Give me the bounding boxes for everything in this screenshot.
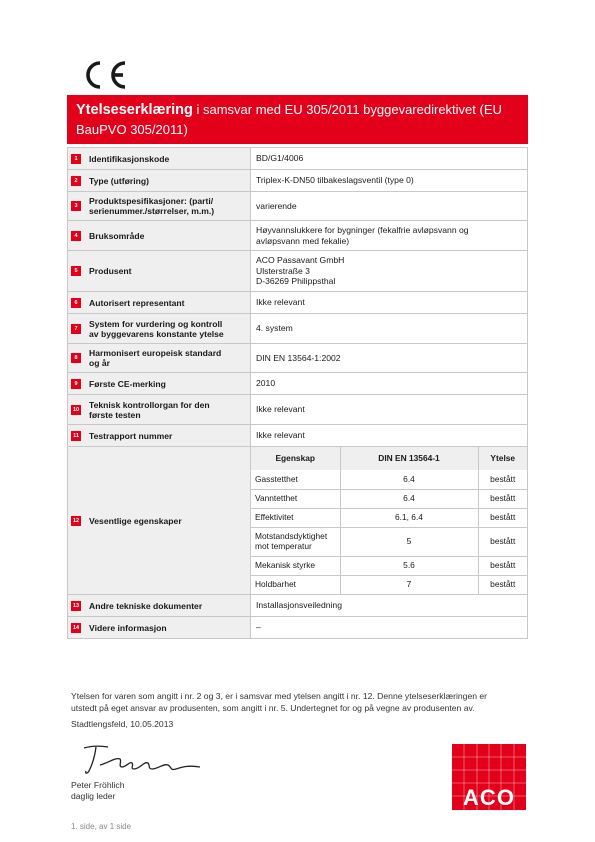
property-din-clause: 7 bbox=[340, 575, 478, 594]
row-label bbox=[68, 425, 251, 447]
row-label-text: Vesentlige egenskaper bbox=[89, 515, 182, 526]
row-value bbox=[251, 192, 528, 221]
row-value bbox=[251, 373, 528, 395]
row-label-text bbox=[89, 431, 172, 441]
aco-logo-text: ACO bbox=[463, 785, 515, 810]
row-label-text bbox=[89, 176, 149, 186]
signer-title: daglig leder bbox=[71, 791, 116, 801]
table-row bbox=[68, 314, 528, 344]
statement-line-1: Ytelsen for varen som angitt i nr. 2 og 3, er i samsvar med ytelsen angitt i nr. 12. Denne ytelseserklæringen er bbox=[71, 691, 488, 701]
row-label-text bbox=[89, 601, 202, 611]
row-label bbox=[68, 314, 251, 344]
property-name-line: mot temperatur bbox=[255, 540, 312, 551]
row-label-line: Videre informasjon bbox=[89, 622, 167, 633]
row-label-text bbox=[89, 266, 132, 276]
property-name-line: Motstandsdyktighet bbox=[255, 531, 328, 541]
row-value bbox=[251, 170, 528, 192]
row-value-line: 2010 bbox=[256, 378, 276, 389]
declaration-table bbox=[67, 147, 528, 639]
property-din-clause: 6.4 bbox=[340, 489, 478, 508]
property-row bbox=[251, 470, 527, 489]
property-name-line: Effektivitet bbox=[255, 511, 294, 522]
header-ytelse: Ytelse bbox=[478, 447, 527, 470]
table-row bbox=[68, 251, 528, 292]
row-number-badge: 3 bbox=[71, 201, 81, 211]
row-label bbox=[68, 221, 251, 251]
row-label bbox=[68, 344, 251, 373]
row-value-line: Høyvannslukkere for bygninger (fekalfrie avløpsvann og bbox=[256, 225, 469, 235]
row-label-line: System for vurdering og kontroll bbox=[89, 318, 223, 329]
row-number-badge: 8 bbox=[71, 353, 81, 363]
table-row bbox=[68, 425, 528, 447]
table-row bbox=[68, 617, 528, 639]
table-row bbox=[68, 395, 528, 425]
row-value bbox=[251, 425, 528, 447]
table-row bbox=[68, 148, 528, 170]
properties-cell bbox=[251, 447, 528, 595]
property-name-line: Vanntetthet bbox=[255, 492, 298, 503]
title-banner bbox=[67, 95, 528, 144]
property-name bbox=[251, 508, 340, 527]
property-performance: bestått bbox=[478, 556, 527, 575]
property-performance: bestått bbox=[478, 508, 527, 527]
row-label-line: Produktspesifikasjoner: (parti/ bbox=[89, 196, 214, 206]
row-number-badge: 5 bbox=[71, 266, 81, 276]
row-label bbox=[68, 395, 251, 425]
table-row bbox=[68, 221, 528, 251]
row-label-line: Harmonisert europeisk standard bbox=[89, 348, 222, 358]
row-value-line: ACO Passavant GmbH bbox=[256, 255, 345, 266]
row-number-badge: 7 bbox=[71, 324, 81, 334]
property-name-line: Holdbarhet bbox=[255, 579, 296, 589]
row-label-line: første testen bbox=[89, 409, 141, 420]
row-value-line: D-36269 Philippsthal bbox=[256, 276, 336, 287]
row-label bbox=[68, 192, 251, 221]
page-number: 1. side, av 1 side bbox=[71, 822, 132, 831]
table-row bbox=[68, 344, 528, 373]
row-label-line: av byggevarens konstante ytelse bbox=[89, 328, 224, 339]
row-label-line: Testrapport nummer bbox=[89, 430, 173, 441]
document-title-line2: BauPVO 305/2011) bbox=[76, 122, 188, 137]
table-row bbox=[68, 292, 528, 314]
row-value-line: Ikke relevant bbox=[256, 404, 305, 415]
signature bbox=[78, 743, 208, 782]
row-number-badge: 12 bbox=[72, 517, 80, 524]
row-label-text bbox=[89, 154, 169, 164]
row-value bbox=[251, 395, 528, 425]
properties-header-row bbox=[251, 447, 527, 470]
row-value bbox=[251, 314, 528, 344]
property-din-clause: 6.4 bbox=[340, 470, 478, 489]
row-value bbox=[251, 595, 528, 617]
row-label-text bbox=[89, 298, 185, 308]
table-row bbox=[68, 170, 528, 192]
row-value-line: Triplex-K-DN50 tilbakeslagsventil (type 0) bbox=[256, 175, 414, 186]
row-value-line: 4. system bbox=[256, 323, 293, 334]
row-label-line: Andre tekniske dokumenter bbox=[89, 600, 203, 611]
row-value bbox=[251, 292, 528, 314]
title-bold: Ytelseserklæring bbox=[76, 102, 193, 118]
property-performance: bestått bbox=[478, 489, 527, 508]
place-date: Stadtlengsfeld, 10.05.2013 bbox=[71, 719, 174, 729]
row-value-line: – bbox=[256, 622, 261, 633]
row-value-line: DIN EN 13564-1:2002 bbox=[256, 352, 341, 363]
property-din-clause: 6.1, 6.4 bbox=[340, 508, 478, 527]
row-label-line: serienummer./størrelser, m.m.) bbox=[89, 206, 215, 216]
header-din: DIN EN 13564-1 bbox=[340, 447, 478, 470]
row-number-badge: 1 bbox=[71, 154, 81, 164]
aco-logo bbox=[452, 744, 526, 810]
property-name bbox=[251, 575, 340, 594]
row-label bbox=[68, 170, 251, 192]
row-label-text bbox=[89, 319, 224, 339]
table-row bbox=[68, 192, 528, 221]
row-value-line: Installasjonsveiledning bbox=[256, 600, 342, 611]
row-value-line: Ikke relevant bbox=[256, 430, 305, 441]
property-name-line: Mekanisk styrke bbox=[255, 559, 316, 570]
header-egenskap: Egenskap bbox=[251, 447, 340, 470]
property-row bbox=[251, 556, 527, 575]
row-label-text bbox=[89, 623, 167, 633]
row-number-badge: 4 bbox=[71, 231, 81, 241]
property-row bbox=[251, 527, 527, 556]
row-number-badge: 14 bbox=[72, 624, 80, 631]
ce-mark bbox=[83, 59, 131, 96]
signer-name: Peter Fröhlich bbox=[71, 780, 125, 790]
row-value bbox=[251, 251, 528, 292]
row-value bbox=[251, 617, 528, 639]
properties-table bbox=[251, 447, 527, 594]
property-performance: bestått bbox=[478, 470, 527, 489]
row-label-line: Identifikasjonskode bbox=[89, 153, 170, 164]
row-label bbox=[68, 251, 251, 292]
row-number-badge: 2 bbox=[71, 176, 81, 186]
row-value-line: varierende bbox=[256, 200, 297, 211]
row-label-line: Teknisk kontrollorgan for den bbox=[89, 399, 210, 410]
row-label-text bbox=[89, 231, 144, 241]
row-label-text bbox=[89, 379, 166, 389]
property-row bbox=[251, 575, 527, 594]
row-label-text bbox=[89, 196, 214, 216]
property-performance: bestått bbox=[478, 527, 527, 556]
table-row bbox=[68, 447, 528, 595]
property-din-clause: 5 bbox=[340, 527, 478, 556]
property-performance: bestått bbox=[478, 575, 527, 594]
property-name bbox=[251, 556, 340, 575]
row-label bbox=[68, 148, 251, 170]
row-label bbox=[68, 617, 251, 639]
row-label-line: Første CE-merking bbox=[89, 378, 166, 389]
document-title bbox=[76, 102, 502, 118]
row-number-badge: 10 bbox=[72, 406, 80, 413]
row-number-badge: 11 bbox=[71, 431, 81, 441]
row-number-badge: 9 bbox=[71, 379, 81, 389]
row-value-line: Ulsterstraße 3 bbox=[256, 265, 310, 276]
property-name bbox=[251, 527, 340, 556]
row-value bbox=[251, 344, 528, 373]
row-label-line: Produsent bbox=[89, 266, 132, 276]
row-value bbox=[251, 221, 528, 251]
row-value-line: BD/G1/4006 bbox=[256, 153, 304, 164]
statement-line-2: utstedt på eget ansvar av produsenten, som angitt i nr. 5. Undertegnet for og på vegne av produsenten av. bbox=[71, 703, 475, 713]
row-label-text bbox=[89, 348, 221, 368]
property-name bbox=[251, 489, 340, 508]
table-row bbox=[68, 373, 528, 395]
row-label bbox=[68, 292, 251, 314]
property-row bbox=[251, 489, 527, 508]
property-name bbox=[251, 470, 340, 489]
title-rest: i samsvar med EU 305/2011 byggevaredirektivet (EU bbox=[192, 102, 502, 117]
row-value-line: Ikke relevant bbox=[256, 297, 305, 308]
row-label-line: og år bbox=[89, 358, 111, 368]
row-number-badge: 6 bbox=[71, 298, 81, 308]
row-label bbox=[68, 373, 251, 395]
row-label bbox=[68, 595, 251, 617]
property-name-line: Gasstetthet bbox=[255, 473, 298, 484]
row-label-line: Autorisert representant bbox=[89, 297, 185, 308]
property-din-clause: 5.6 bbox=[340, 556, 478, 575]
row-number-badge: 13 bbox=[72, 602, 80, 609]
property-row bbox=[251, 508, 527, 527]
row-label-line: Bruksområde bbox=[89, 230, 145, 241]
row-label-line: Type (utføring) bbox=[89, 175, 149, 186]
table-row bbox=[68, 595, 528, 617]
row-value-line: avløpsvann med fekalie) bbox=[256, 235, 350, 246]
row-label-text bbox=[89, 400, 210, 420]
row-value bbox=[251, 148, 528, 170]
row-label bbox=[68, 447, 251, 595]
